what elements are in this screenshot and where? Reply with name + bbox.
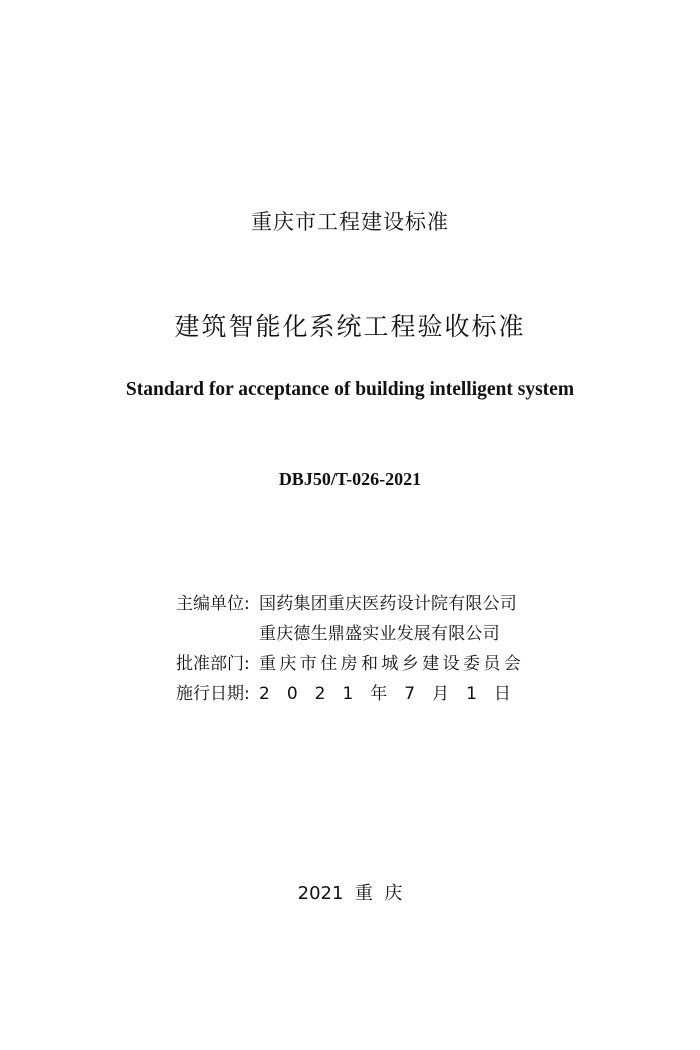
standard-code: DBJ50/T-026-2021 xyxy=(278,469,422,489)
editor-row-secondary xyxy=(176,619,528,649)
approver-row xyxy=(176,649,528,679)
label-spacer xyxy=(176,619,259,649)
standard-title-chinese: 建筑智能化系统工程验收标准 xyxy=(174,312,526,341)
approver-label: 批准部门: xyxy=(176,654,250,674)
series-title: 重庆市工程建设标准 xyxy=(251,210,449,234)
publication-info xyxy=(176,589,528,709)
publication-year-place: 2021 重 庆 xyxy=(297,883,403,904)
approver-value: 重庆市住房和城乡建设委员会 xyxy=(259,654,525,674)
editor-secondary: 重庆德生鼎盛实业发展有限公司 xyxy=(259,624,500,644)
effective-date-value: 2021年7月1日 xyxy=(259,684,528,704)
editor-label: 主编单位: xyxy=(176,594,250,614)
editor-primary: 国药集团重庆医药设计院有限公司 xyxy=(259,594,517,614)
effective-date-row xyxy=(176,679,528,709)
effective-date-label: 施行日期: xyxy=(176,684,250,704)
editor-row xyxy=(176,589,528,619)
standard-title-english: Standard for acceptance of building intelligent system xyxy=(125,379,575,400)
